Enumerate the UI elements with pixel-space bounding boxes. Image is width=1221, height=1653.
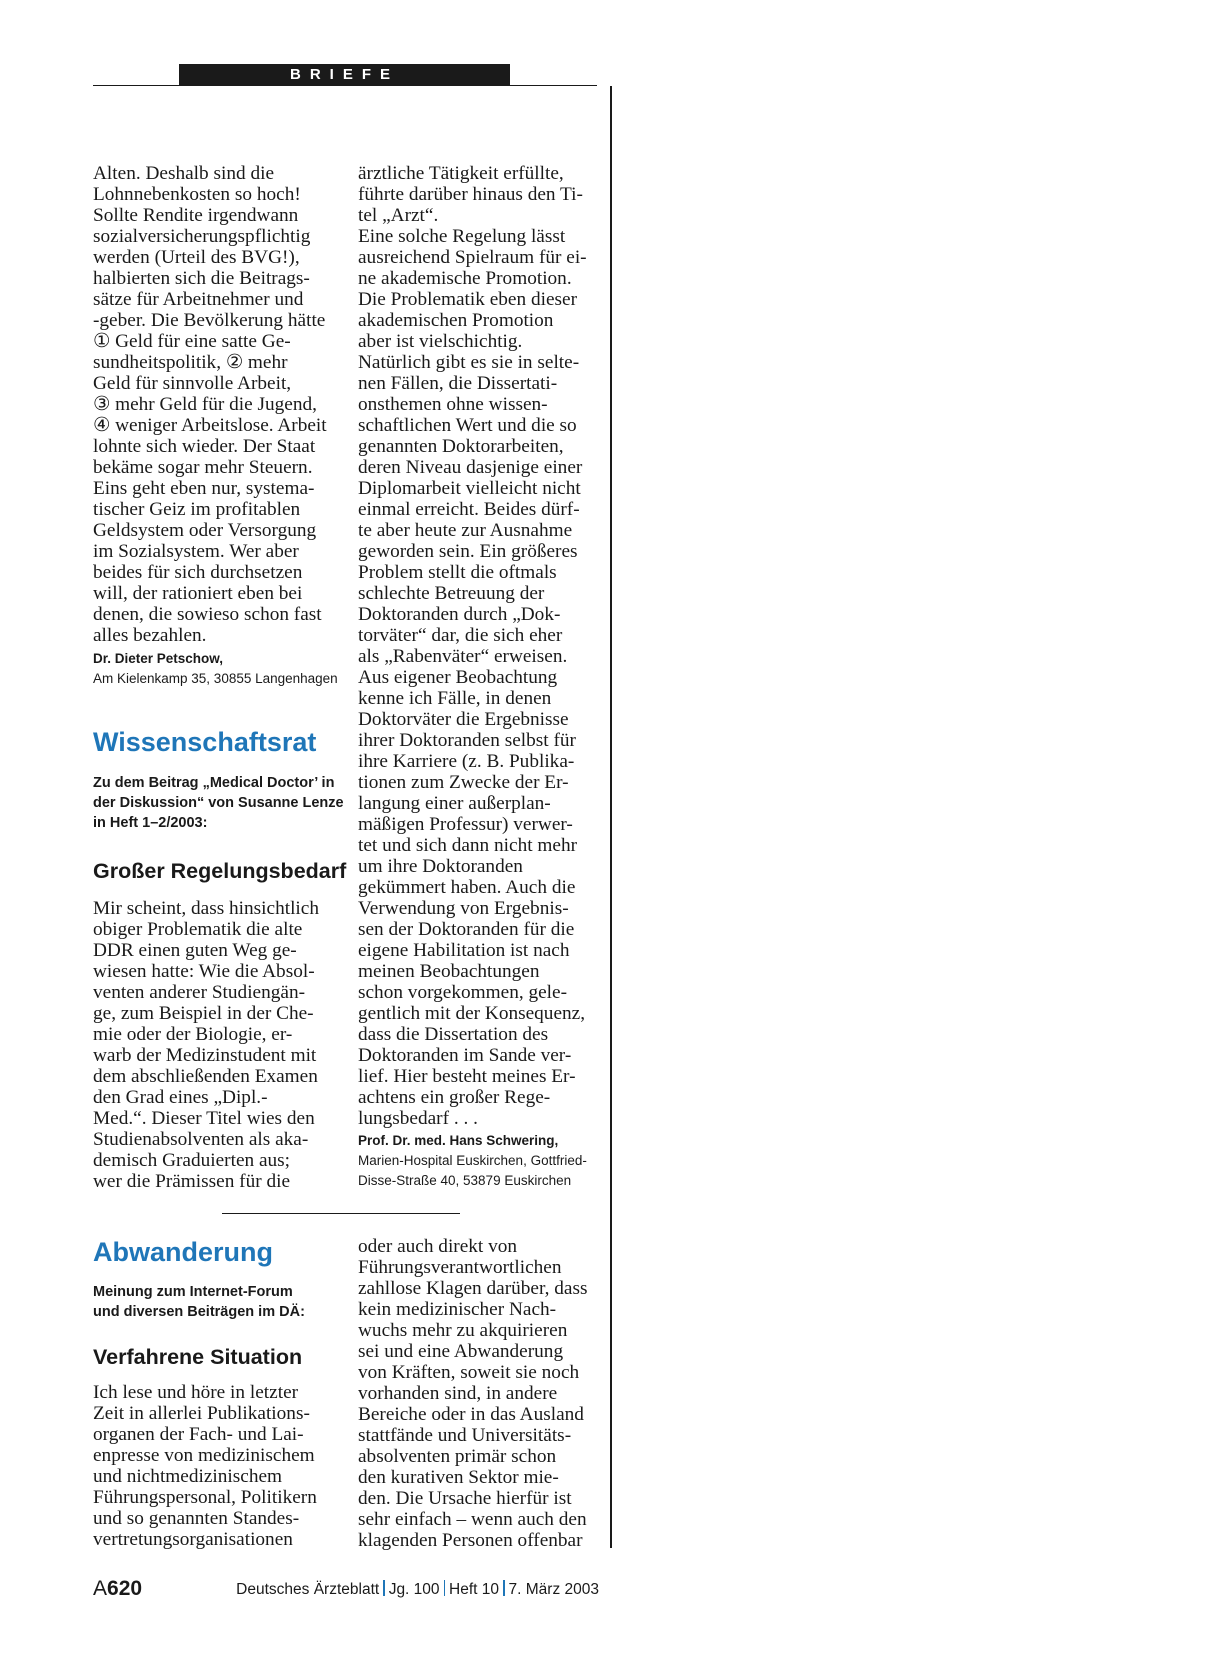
text-line: Verwendung von Ergebnis-: [358, 898, 569, 919]
text-line: Diplomarbeit vielleicht nicht: [358, 478, 581, 499]
section-title: Abwanderung: [93, 1237, 273, 1267]
text-line: den. Die Ursache hierfür ist: [358, 1488, 572, 1509]
text-line: wuchs mehr zu akquirieren: [358, 1320, 568, 1341]
text-line: Geldsystem oder Versorgung: [93, 520, 317, 541]
text-line: ① Geld für eine satte Ge-: [93, 331, 291, 352]
text-line: mie oder der Biologie, er-: [93, 1024, 293, 1045]
text-line: -geber. Die Bevölkerung hätte: [93, 310, 326, 331]
text-line: sen der Doktoranden für die: [358, 919, 575, 940]
text-line: ne akademische Promotion.: [358, 268, 572, 289]
letter-subhead: Verfahrene Situation: [93, 1345, 303, 1369]
text-line: einmal erreicht. Beides dürf-: [358, 499, 580, 520]
letter2-author: Prof. Dr. med. Hans Schwering,: [358, 1133, 559, 1148]
text-line: Ich lese und höre in letzter: [93, 1382, 299, 1403]
text-line: kenne ich Fälle, in denen: [358, 688, 552, 709]
text-line: von Kräften, soweit sie noch: [358, 1362, 580, 1383]
text-line: lief. Hier besteht meines Er-: [358, 1066, 576, 1087]
letter2-body-col2: [358, 163, 603, 1129]
text-line: gekümmert haben. Auch die: [358, 877, 576, 898]
text-line: sundheitspolitik, ② mehr: [93, 352, 288, 373]
text-line: achtens ein großer Rege-: [358, 1087, 551, 1108]
text-line: Problem stellt die oftmals: [358, 562, 557, 583]
text-line: vorhanden sind, in andere: [358, 1383, 558, 1404]
text-line: halbierten sich die Beitrags-: [93, 268, 310, 289]
text-line: mäßigen Professur) verwer-: [358, 814, 573, 835]
page-number-value: 620: [107, 1577, 143, 1600]
text-line: deren Niveau dasjenige einer: [358, 457, 583, 478]
text-line: schlechte Betreuung der: [358, 583, 545, 604]
page-number: [93, 1574, 142, 1604]
text-line: bekäme sogar mehr Steuern.: [93, 457, 313, 478]
page-prefix: A: [93, 1577, 108, 1600]
journal-info: [236, 1580, 599, 1600]
text-line: den kurativen Sektor mie-: [358, 1467, 559, 1488]
text-line: denen, die sowieso schon fast: [93, 604, 322, 625]
text-line: im Sozialsystem. Wer aber: [93, 541, 299, 562]
text-line: ge, zum Beispiel in der Che-: [93, 1003, 314, 1024]
text-line: venten anderer Studiengän-: [93, 982, 306, 1003]
footer-separator: [383, 1580, 385, 1596]
text-line: kein medizinischer Nach-: [358, 1299, 557, 1320]
text-line: Führungspersonal, Politikern: [93, 1487, 317, 1508]
text-line: enpresse von medizinischem: [93, 1445, 315, 1466]
section-abwanderung: [93, 1236, 353, 1550]
text-line: sätze für Arbeitnehmer und: [93, 289, 304, 310]
text-line: Disse-Straße 40, 53879 Euskirchen: [358, 1173, 572, 1188]
text-line: demisch Graduierten aus;: [93, 1150, 291, 1171]
text-line: und diversen Beiträgen im DÄ:: [93, 1304, 305, 1320]
text-line: Am Kielenkamp 35, 30855 Langenhagen: [93, 671, 338, 686]
text-line: oder auch direkt von: [358, 1236, 518, 1257]
text-line: gentlich mit der Konsequenz,: [358, 1003, 586, 1024]
section-header-label: BRIEFE: [289, 66, 399, 83]
section-wissenschaftsrat: [93, 726, 353, 1192]
text-line: schaftlichen Wert und die so: [358, 415, 577, 436]
section-header-bar: [179, 64, 510, 85]
text-line: und so genannten Standes-: [93, 1508, 300, 1529]
text-line: eigene Habilitation ist nach: [358, 940, 570, 961]
letter2-body-col1: [93, 898, 353, 1192]
text-line: Führungsverantwortlichen: [358, 1257, 562, 1278]
footer-separator: [503, 1580, 505, 1596]
letter-subhead: Großer Regelungsbedarf: [93, 859, 347, 883]
section-kicker: [93, 1282, 353, 1322]
text-line: dass die Dissertation des: [358, 1024, 549, 1045]
text-line: Doktoranden im Sande ver-: [358, 1045, 572, 1066]
text-line: Doktoranden durch „Dok-: [358, 604, 561, 625]
text-line: onsthemen ohne wissen-: [358, 394, 548, 415]
text-line: nen Fällen, die Dissertati-: [358, 373, 558, 394]
letter2-col2: [358, 163, 603, 1191]
text-line: sehr einfach – wenn auch den: [358, 1509, 587, 1530]
text-line: Mir scheint, dass hinsichtlich: [93, 898, 319, 919]
text-line: meinen Beobachtungen: [358, 961, 540, 982]
text-line: tel „Arzt“.: [358, 205, 439, 226]
text-line: Lohnnebenkosten so hoch!: [93, 184, 301, 205]
text-line: ③ mehr Geld für die Jugend,: [93, 394, 317, 415]
text-line: ④ weniger Arbeitslose. Arbeit: [93, 415, 327, 436]
text-line: zahllose Klagen darüber, dass: [358, 1278, 588, 1299]
text-line: Med.“. Dieser Titel wies den: [93, 1108, 315, 1129]
text-line: ihrer Doktoranden selbst für: [358, 730, 576, 751]
text-line: torväter“ dar, die sich eher: [358, 625, 563, 646]
letter1-body: [93, 163, 333, 646]
text-line: aber ist vielschichtig.: [358, 331, 523, 352]
text-line: klagenden Personen offenbar: [358, 1530, 583, 1551]
text-line: ihre Karriere (z. B. Publika-: [358, 751, 575, 772]
text-line: beides für sich durchsetzen: [93, 562, 303, 583]
text-line: Zeit in allerlei Publikations-: [93, 1403, 310, 1424]
text-line: warb der Medizinstudent mit: [93, 1045, 317, 1066]
text-line: stattfände und Universitäts-: [358, 1425, 572, 1446]
text-line: lohnte sich wieder. Der Staat: [93, 436, 316, 457]
text-line: akademischen Promotion: [358, 310, 554, 331]
text-line: Eins geht eben nur, systema-: [93, 478, 315, 499]
text-line: Die Problematik eben dieser: [358, 289, 577, 310]
letter2-address: [358, 1151, 603, 1191]
text-line: führte darüber hinaus den Ti-: [358, 184, 583, 205]
letter3-body-col2: [358, 1236, 603, 1551]
letter1-address: [93, 669, 338, 689]
journal-issue: Heft 10: [449, 1581, 500, 1598]
text-line: tischer Geiz im profitablen: [93, 499, 301, 520]
text-line: lungsbedarf . . .: [358, 1108, 478, 1129]
text-line: langung einer außerplan-: [358, 793, 551, 814]
text-line: will, der rationiert eben bei: [93, 583, 303, 604]
journal-volume: Jg. 100: [388, 1581, 440, 1598]
text-line: und nichtmedizinischem: [93, 1466, 283, 1487]
text-line: Eine solche Regelung lässt: [358, 226, 566, 247]
letter3-col2: [358, 1236, 603, 1551]
footer-separator: [444, 1580, 446, 1596]
letter3-body-col1: [93, 1382, 353, 1550]
text-line: absolventen primär schon: [358, 1446, 557, 1467]
letter1-author: Dr. Dieter Petschow,: [93, 651, 224, 666]
header-rule: [93, 85, 597, 86]
journal-date: 7. März 2003: [508, 1581, 599, 1598]
column-divider-rule: [610, 86, 612, 1548]
text-line: in Heft 1–2/2003:: [93, 815, 208, 831]
text-line: den Grad eines „Dipl.-: [93, 1087, 268, 1108]
text-line: Studienabsolventen als aka-: [93, 1129, 309, 1150]
text-line: Zu dem Beitrag „Medical Doctor’ in: [93, 775, 335, 791]
text-line: ausreichend Spielraum für ei-: [358, 247, 587, 268]
text-line: te aber heute zur Ausnahme: [358, 520, 573, 541]
section-title: Wissenschaftsrat: [93, 727, 317, 757]
page-footer: [93, 1574, 599, 1606]
text-line: schon vorgekommen, gele-: [358, 982, 568, 1003]
text-line: obiger Problematik die alte: [93, 919, 303, 940]
text-line: um ihre Doktoranden: [358, 856, 523, 877]
letter1-continuation: [93, 163, 338, 689]
text-line: der Diskussion“ von Susanne Lenze: [93, 795, 344, 811]
text-line: ärztliche Tätigkeit erfüllte,: [358, 163, 564, 184]
text-line: genannten Doktorarbeiten,: [358, 436, 564, 457]
text-line: organen der Fach- und Lai-: [93, 1424, 304, 1445]
text-line: Marien-Hospital Euskirchen, Gottfried-: [358, 1153, 587, 1168]
text-line: DDR einen guten Weg ge-: [93, 940, 297, 961]
text-line: werden (Urteil des BVG!),: [93, 247, 300, 268]
text-line: Meinung zum Internet-Forum: [93, 1284, 293, 1300]
text-line: Natürlich gibt es sie in selte-: [358, 352, 580, 373]
text-line: Doktorväter die Ergebnisse: [358, 709, 569, 730]
text-line: wiesen hatte: Wie die Absol-: [93, 961, 315, 982]
journal-name: Deutsches Ärzteblatt: [236, 1581, 380, 1598]
text-line: als „Rabenväter“ erweisen.: [358, 646, 568, 667]
text-line: vertretungsorganisationen: [93, 1529, 293, 1550]
text-line: Aus eigener Beobachtung: [358, 667, 558, 688]
text-line: Bereiche oder in das Ausland: [358, 1404, 584, 1425]
text-line: Alten. Deshalb sind die: [93, 163, 274, 184]
text-line: geworden sein. Ein größeres: [358, 541, 578, 562]
text-line: Sollte Rendite irgendwann: [93, 205, 299, 226]
section-divider: [222, 1213, 460, 1214]
text-line: wer die Prämissen für die: [93, 1171, 291, 1192]
text-line: dem abschließenden Examen: [93, 1066, 318, 1087]
text-line: sozialversicherungspflichtig: [93, 226, 311, 247]
text-line: Geld für sinnvolle Arbeit,: [93, 373, 292, 394]
text-line: sei und eine Abwanderung: [358, 1341, 564, 1362]
text-line: tionen zum Zwecke der Er-: [358, 772, 569, 793]
text-line: alles bezahlen.: [93, 625, 207, 646]
text-line: tet und sich dann nicht mehr: [358, 835, 578, 856]
section-kicker: [93, 773, 353, 833]
